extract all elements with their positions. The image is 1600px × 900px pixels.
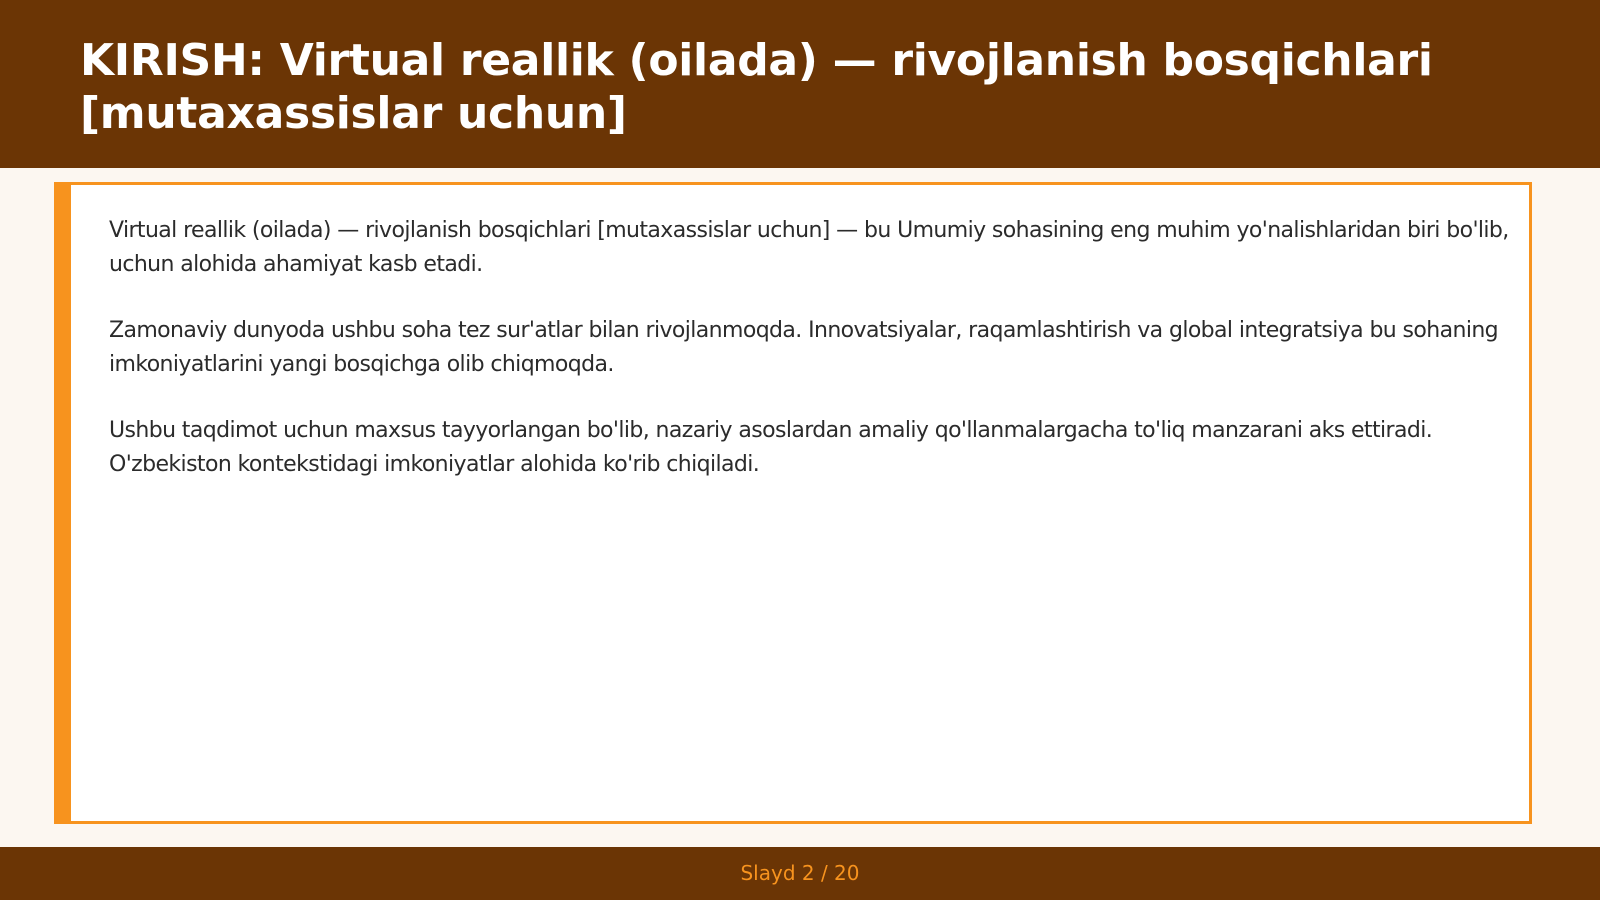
paragraph-introduction: Virtual reallik (oilada) — rivojlanish bosqichlari [mutaxassislar uchun] — bu Umumiy sohasining eng muhim yo'nalishlaridan biri bo'lib, uchun alohida ahamiyat kasb etadi. xyxy=(109,218,1509,277)
slide-title: KIRISH: Virtual reallik (oilada) — rivojlanish bosqichlari [mutaxassislar uchun] xyxy=(80,35,1433,139)
slide-footer xyxy=(0,847,1600,900)
slide-counter: Slayd 2 / 20 xyxy=(740,861,860,885)
content-body xyxy=(109,214,1509,514)
paragraph-presentation-scope: Ushbu taqdimot uchun maxsus tayyorlangan bo'lib, nazariy asoslardan amaliy qo'llanmalargacha to'liq manzarani aks ettiradi. O'zbekiston kontekstidagi imkoniyatlar alohida ko'rib chiqiladi. xyxy=(109,418,1433,477)
slide-header xyxy=(0,0,1600,168)
content-panel xyxy=(54,182,1532,824)
paragraph-modern-world: Zamonaviy dunyoda ushbu soha tez sur'atlar bilan rivojlanmoqda. Innovatsiyalar, raqamlashtirish va global integratsiya bu sohaning imkoniyatlarini yangi bosqichga olib chiqmoqda. xyxy=(109,318,1499,377)
